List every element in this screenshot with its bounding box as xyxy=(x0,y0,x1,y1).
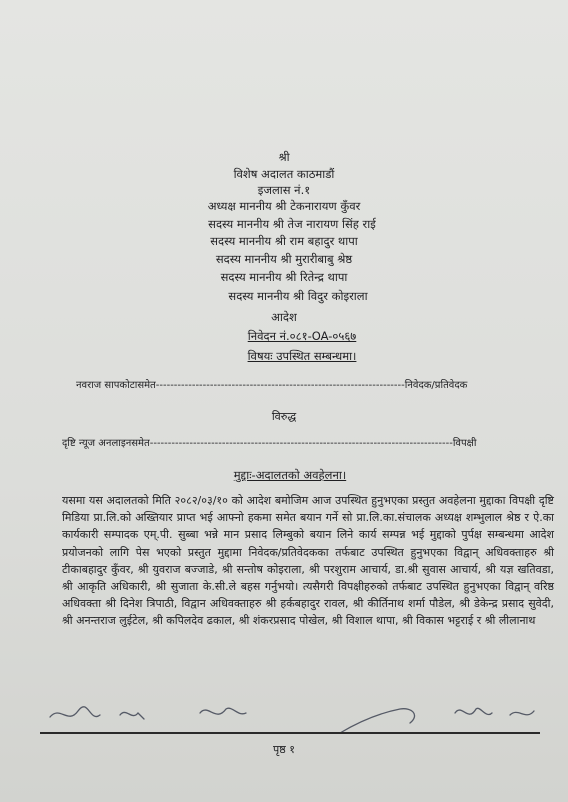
page-number: पृष्ठ १ xyxy=(273,743,295,756)
bench-number: इजलास नं.१ xyxy=(257,183,311,197)
header-shree: श्री xyxy=(278,150,290,164)
bench-chair: अध्यक्ष माननीय श्री टेकनारायण कुँवर xyxy=(207,199,361,213)
order-body-text: यसमा यस अदालतको मिति २०८२/०३/१० को आदेश बमोजिम आज उपस्थित हुनुभएका प्रस्तुत अवहेलना मुद्दाका विपक्षी दृष्टि मिडिया प्रा.लि.को अख्तियार प्राप्त भई आफ्नो हकमा समेत बयान गर्ने सो प्रा.लि.का.संचालक अध्यक्ष शम्भुलाल श्रेष्ठ र ऐ.का कार्यकारी सम्पादक एम्.पी. सुब्बा भन्ने मान प्रसाद लिम्बुको बयान लिने कार्य सम्पन्न भई मुद्दाको पुर्पक्ष सम्बन्धमा आदेश प्रयोजनको लागि पेस भएको प्रस्तुत मुद्दामा निवेदक/प्रतिवेदकका तर्फबाट उपस्थित हुनुभएका विद्वान् अधिवक्ताहरु श्री टीकाबहादुर कुँवर, श्री युवराज बज्जाडे, श्री सन्तोष कोइराला, श्री परशुराम आचार्य, डा.श्री सुवास आचार्य, श्री यज्ञ खतिवडा, श्री आकृति अधिकारी, श्री सुजाता के.सी.ले बहस गर्नुभयो। त्यसैगरी विपक्षीहरुको तर्फबाट उपस्थित हुनुभएका विद्वान् वरिष्ठ अधिवक्ता श्री दिनेश त्रिपाठी, विद्वान अधिवक्ताहरु श्री हर्कबहादुर रावल, श्री कीर्तिनाथ शर्मा पौडेल, श्री डेकेन्द्र प्रसाद सुवेदी, श्री अनन्तराज लुईटेल, श्री कपिलदेव ढकाल, श्री शंकरप्रसाद पोखेल, श्री विशाल थापा, श्री विकास भट्टराई र श्री लीलानाथ xyxy=(62,494,554,628)
respondent-line: दृष्टि न्यूज अनलाइनसमेत------------------------------------------------------------------------------------विपक्षी xyxy=(62,438,477,449)
petitioner-line: नवराज सापकोटासमेत---------------------------------------------------------------------निवेदक/प्रतिवेदक xyxy=(76,380,468,391)
bench-member: सदस्य माननीय श्री मुरारीबाबु श्रेष्ठ xyxy=(215,252,353,266)
bench-member: सदस्य माननीय श्री रितेन्द्र थापा xyxy=(220,270,348,284)
versus-label: विरुद्ध xyxy=(271,410,297,423)
bench-member: सदस्य माननीय श्री विदुर कोइराला xyxy=(228,289,368,303)
footer-rule xyxy=(40,732,540,734)
petition-number: निवेदन नं.०८१-OA-०५६७ xyxy=(247,329,357,343)
order-heading: आदेश xyxy=(271,310,297,324)
case-title: मुद्दाः-अदालतको अवहेलना। xyxy=(233,468,347,482)
court-name: विशेष अदालत काठमाडौं xyxy=(233,167,335,181)
bench-member: सदस्य माननीय श्री तेज नारायण सिंह राई xyxy=(208,217,376,231)
subject-line: विषयः उपस्थित सम्बन्धमा। xyxy=(247,349,357,363)
bench-member: सदस्य माननीय श्री राम बहादुर थापा xyxy=(210,234,358,248)
